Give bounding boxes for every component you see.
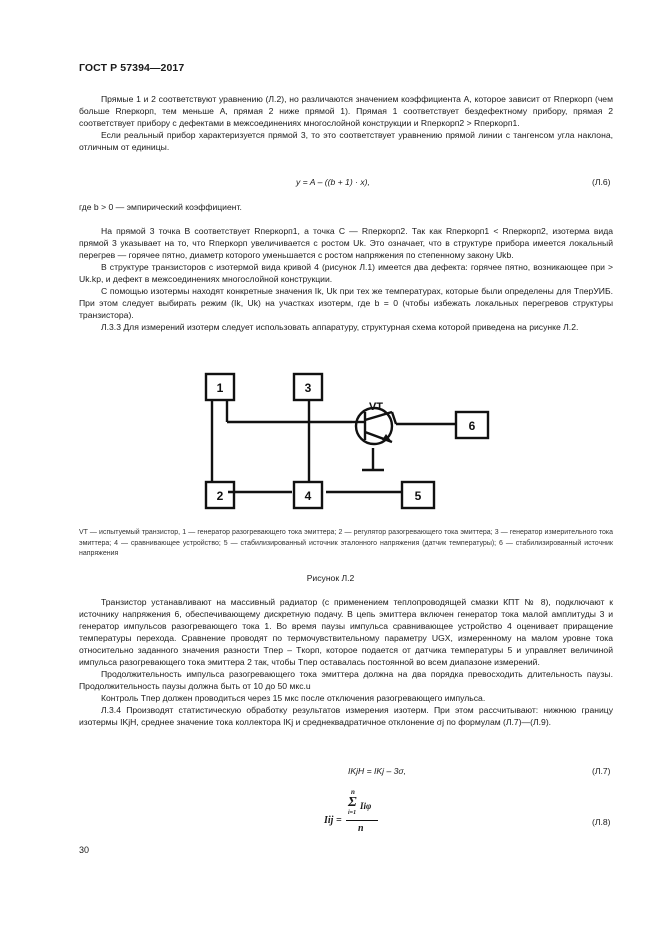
paragraph: Продолжительность импульса разогревающего тока эмиттера должна на два порядка превосходить длительность паузы. Продолжительность паузы должна быть от 10 до 50 мкс.u [79,669,613,691]
paragraph: На прямой 3 точка В соответствует Rперкорп1, а точка С — Rперкорп2. Так как Rперкорп1 < Rперкорп2, изотерма вида прямой 3 указывает на то, что Rперкорп увеличивается с ростом Uk. Это означает, что в структуре прибора имеется локальный перегрев — горячее пятно, диаметр которого уменьшается с ростом напряжения по степенному закону Ukb. [79,226,613,260]
paragraph: С помощью изотермы находят конкретные значения Ik, Uk при тех же температурах, которые были определены для TперУИБ. При этом следует выбирать режим (Ik, Uk) на участках изотерм, где b = 0 (чтобы избежать локальных перегревов структуры транзистора). [79,286,613,320]
paragraph: В структуре транзисторов с изотермой вида кривой 4 (рисунок Л.1) имеется два дефекта: горячее пятно, возникающее при > Uk.kp, и дефект в межсоединениях многослойной конструкции. [79,262,613,284]
sum-lower: i=1 [348,810,357,816]
transistor-label: VT [368,401,384,413]
denominator: n [358,823,364,834]
formula-l6: y = A – ((b + 1) · x), [296,177,370,187]
block-3-label: 3 [304,381,312,395]
page-header: ГОСТ Р 57394—2017 [79,62,185,74]
paragraph: где b > 0 — эмпирический коэффициент. [79,202,242,212]
block-1-label: 1 [216,381,224,395]
formula-number: (Л.7) [592,766,611,776]
formula-number: (Л.6) [592,177,611,187]
block-2-label: 2 [216,489,224,503]
paragraph: Прямые 1 и 2 соответствуют уравнению (Л.2), но различаются значением коэффициента А, которое зависит от Rперкорп (чем больше Rперкорп, тем меньше A, прямая 2 ниже прямой 1). Прямая 1 соответствует бездефектному прибору, прямая 2 соответствует прибору с дефектами в межсоединениях многослойной конструкции и Rперкорп2 > Rперкорп1. [79,94,613,128]
formula-number: (Л.8) [592,817,611,827]
formula-l7: IKjH = IKj – 3σ, [348,766,406,776]
block-6-label: 6 [468,419,476,433]
sum-upper: n [351,788,355,796]
block-4-label: 4 [304,489,312,503]
figure-caption [79,528,613,560]
page-number: 30 [79,845,90,855]
caption-text: VT — испытуемый транзистор, 1 — генератор разогревающего тока эмиттера; 2 — регулятор разогревающего тока эмиттера; 3 — генератор измерительного тока эмиттера; 4 — сравнивающее устройство; 5 — стабилизированный источник эталонного напряжения (датчик температуры); 6 — стабилизированный источник напряжения [79,529,613,557]
paragraph: Если реальный прибор характеризуется прямой 3, то это соответствует уравнению прямой линии с тангенсом угла наклона, отличным от единицы. [79,130,613,152]
block-5-label: 5 [414,489,422,503]
paragraph: Контроль Tпер должен проводиться через 15 мкс после отключения разогревающего импульса. [101,693,486,703]
sum-symbol: Σ [348,795,357,810]
paragraph: Л.3.4 Производят статистическую обработку результатов измерения изотерм. При этом рассчитывают: нижнюю границу изотермы IKjH, среднее значение тока коллектора IKj и среднеквадратичное отклонение σj по формулам (Л.7)—(Л.9). [79,705,613,727]
sum-term: Iiφ [360,801,372,811]
paragraph: Транзистор устанавливают на массивный радиатор (с применением теплопроводящей смазки КПТ № 8), подключают к источнику напряжения 6, обеспечивающему дискретную подачу. В цепь эмиттера включен генератор тока малой амплитуды 3 и генератор импульсов разогревающего тока 1. Во время паузы импульса сравнивающее устройство 4 оценивает приращение температуры перехода. Сравнение проводят по термочувствительному параметру UGX, измеренному на малом уровне тока относительно заданного значения разности Tпер – Tкорп, которое подается от датчика температуры 5 и управляет величиной импульса разогревающего тока эмиттера 2 так, чтобы Tпер оставалась постоянной во всем диапазоне измерений. [79,597,613,667]
figure-title: Рисунок Л.2 [306,573,355,583]
text-block-4 [79,596,613,728]
paragraph: Л.3.3 Для измерений изотерм следует использовать аппаратуру, структурная схема которой приведена на рисунке Л.2. [101,322,579,332]
fraction-bar [346,820,378,821]
formula-l8-lhs: Iij = [324,815,342,826]
